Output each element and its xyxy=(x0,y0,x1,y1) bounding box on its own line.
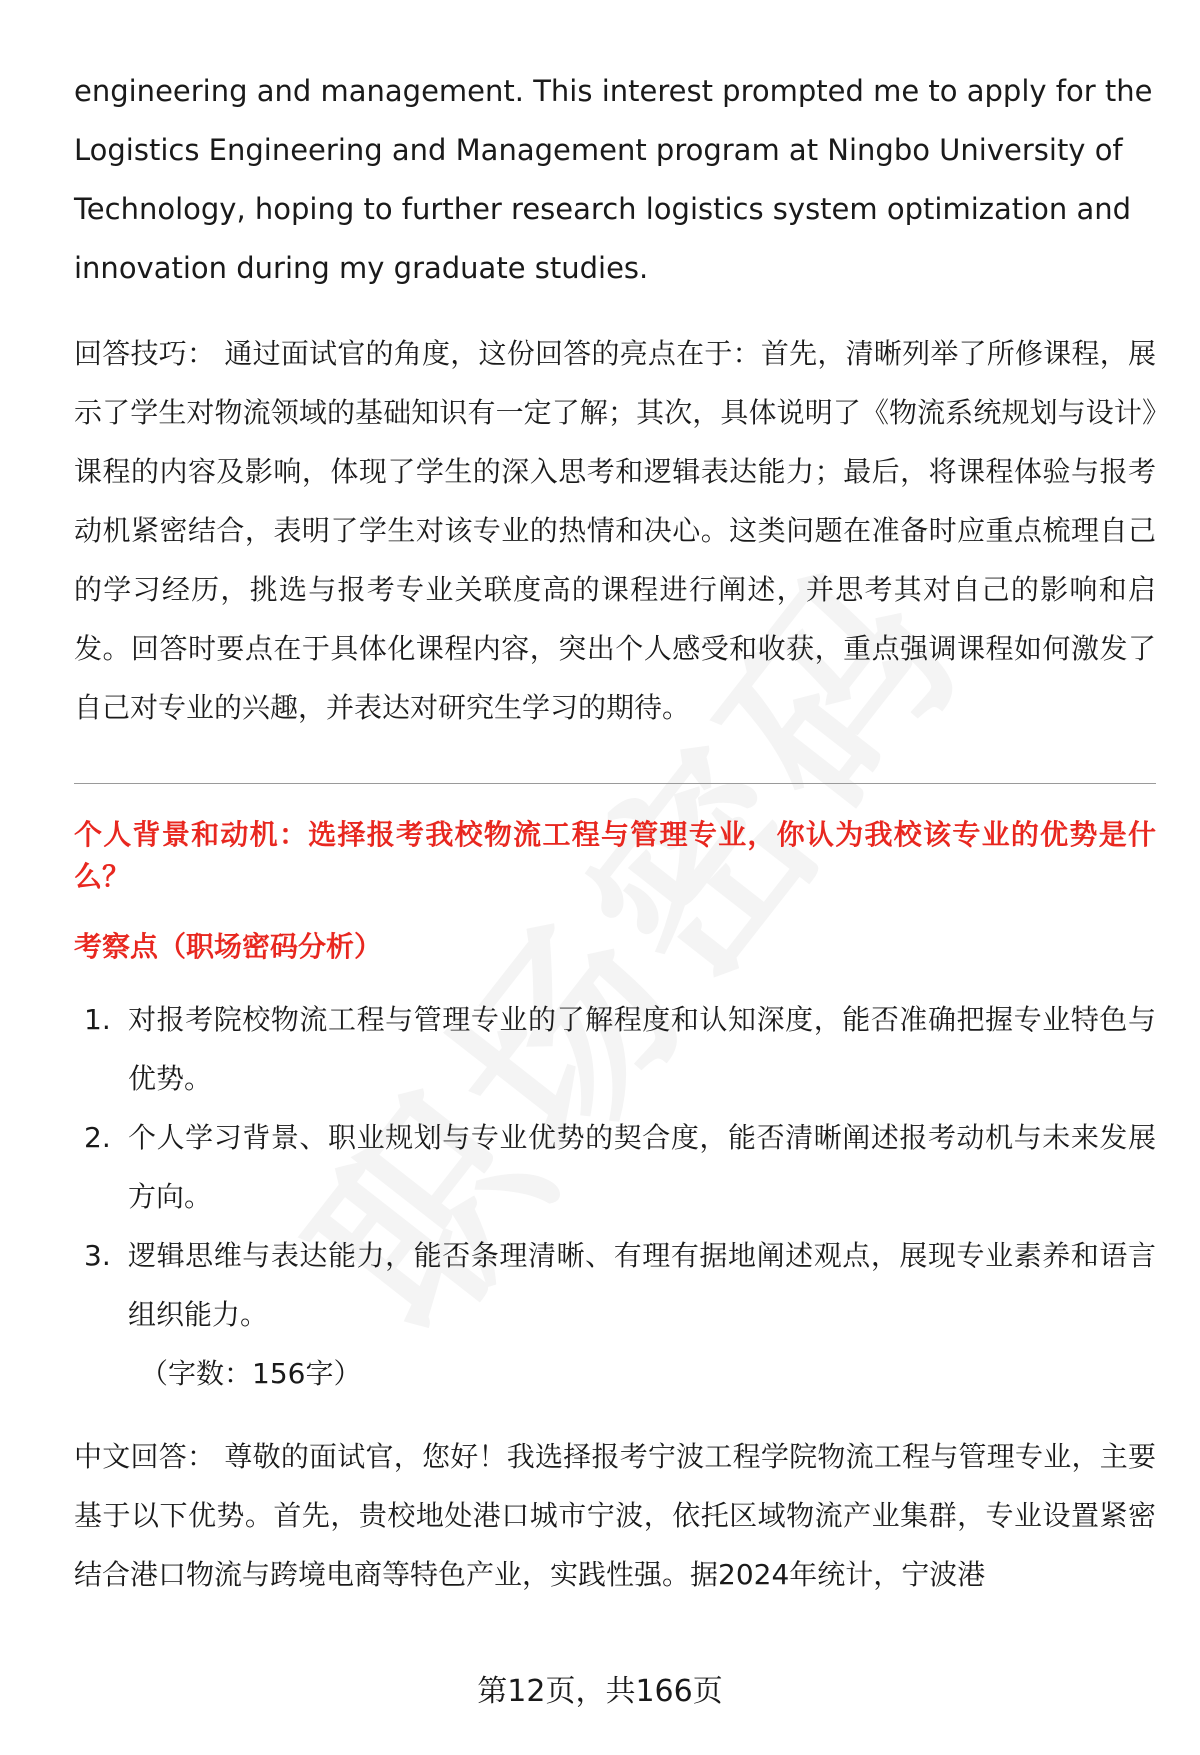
document-page xyxy=(74,62,1156,1604)
list-item-text: 个人学习背景、职业规划与专业优势的契合度，能否清晰阐述报考动机与未来发展方向。 xyxy=(128,1121,1156,1213)
chinese-answer-paragraph: 中文回答： 尊敬的面试官，您好！我选择报考宁波工程学院物流工程与管理专业，主要基于以下优势。首先，贵校地处港口城市宁波，依托区域物流产业集群，专业设置紧密结合港口物流与跨境电商等特色产业，实践性强。据2024年统计，宁波港 xyxy=(74,1440,1156,1591)
assessment-points-list xyxy=(74,990,1156,1344)
list-item xyxy=(74,1108,1156,1226)
word-count: （字数：156字） xyxy=(140,1357,362,1390)
list-item-text: 逻辑思维与表达能力，能否条理清晰、有理有据地阐述观点，展现专业素养和语言组织能力。 xyxy=(128,1239,1156,1331)
question-heading: 个人背景和动机：选择报考我校物流工程与管理专业，你认为我校该专业的优势是什么？ xyxy=(74,818,1156,893)
list-item xyxy=(74,990,1156,1108)
assessment-points-heading: 考察点（职场密码分析） xyxy=(74,930,383,963)
english-paragraph: engineering and management. This interest prompted me to apply for the Logistics Engineering and Management program at Ningbo University of Technology, hoping to further research logistics system optimization and innovation during my graduate studies. xyxy=(74,74,1153,285)
list-item-number: 2. xyxy=(84,1121,111,1154)
list-item xyxy=(74,1226,1156,1344)
list-item-text: 对报考院校物流工程与管理专业的了解程度和认知深度，能否准确把握专业特色与优势。 xyxy=(128,1003,1156,1095)
list-item-number: 3. xyxy=(84,1239,111,1272)
list-item-number: 1. xyxy=(84,1003,111,1036)
page-number-footer: 第12页，共166页 xyxy=(477,1674,723,1709)
section-divider xyxy=(74,783,1156,784)
answer-tips-paragraph: 回答技巧： 通过面试官的角度，这份回答的亮点在于：首先，清晰列举了所修课程，展示了学生对物流领域的基础知识有一定了解；其次，具体说明了《物流系统规划与设计》课程的内容及影响，体现了学生的深入思考和逻辑表达能力；最后，将课程体验与报考动机紧密结合，表明了学生对该专业的热情和决心。这类问题在准备时应重点梳理自己的学习经历，挑选与报考专业关联度高的课程进行阐述，并思考其对自己的影响和启发。回答时要点在于具体化课程内容，突出个人感受和收获，重点强调课程如何激发了自己对专业的兴趣，并表达对研究生学习的期待。 xyxy=(74,337,1156,724)
